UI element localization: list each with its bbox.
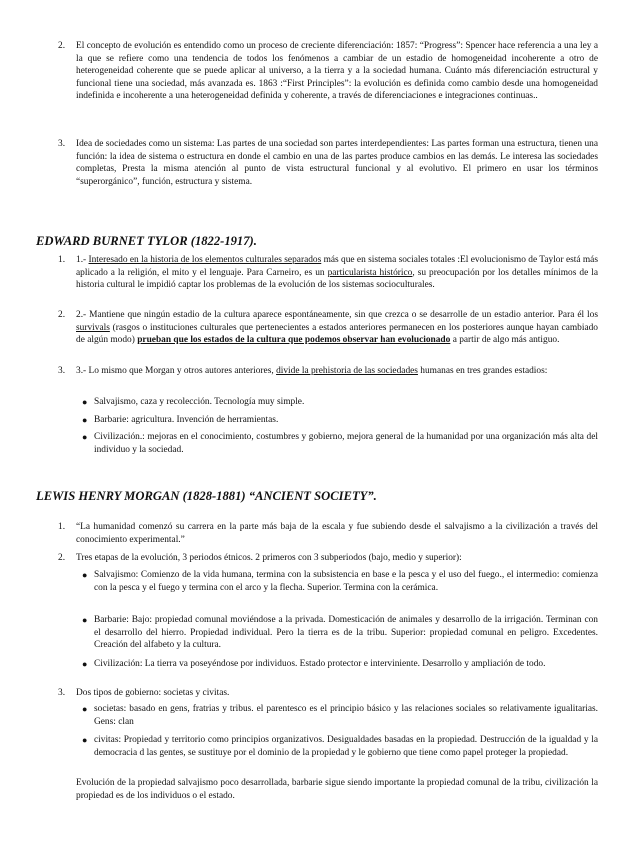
- text-run: 1.-: [76, 255, 89, 265]
- closing-paragraph: Evolución de la propiedad salvajismo poco desarrollada, barbarie sigue siendo importante la propiedad comunal de la tribu, civilización la propiedad es de los individuos o el estado.: [76, 778, 598, 801]
- underlined-text: survivals: [76, 322, 110, 333]
- bullet-text: societas: basado en gens, fratrias y tribus. el parentesco es el principio básico y las relaciones sociales so relativamente igualitarias. Gens: clan: [94, 704, 598, 727]
- list-number: 2.: [58, 41, 66, 51]
- text-run: 3.- Lo mismo que Morgan y otros autores anteriores,: [76, 366, 277, 376]
- list-item-spencer-evolution: [58, 40, 598, 103]
- underlined-text: Interesado en la historia de los elementos culturales separados: [88, 255, 322, 265]
- list-number: 2.: [58, 553, 66, 563]
- list-item-morgan-2: [58, 552, 598, 565]
- bullet-icon: ●: [82, 397, 88, 407]
- bullet-item-barbarie: [82, 414, 598, 427]
- bullet-icon: ●: [82, 432, 88, 442]
- list-item-text: “La humanidad comenzó su carrera en la parte más baja de la escala y fue subiendo desde el salvajismo a la civilización a través del conocimiento experimental.”: [76, 522, 598, 545]
- list-item-spencer-system: [58, 138, 598, 188]
- text-run: humanas en tres grandes estadios:: [417, 366, 548, 376]
- list-item-morgan-1: [58, 521, 598, 546]
- underlined-text: particularista histórico: [327, 267, 413, 278]
- bullet-item-morgan-salvajismo: [82, 569, 598, 594]
- bold-underlined-text: prueban que los estados de la cultura que podemos observar han evolucionado: [137, 335, 451, 346]
- list-item-text: Tres etapas de la evolución, 3 periodos étnicos. 2 primeros con 3 subperiodos (bajo, medio y superior):: [76, 553, 462, 563]
- bullet-text: Civilización: La tierra va poseyéndose por individuos. Estado protector e interviniente. Desarrollo y ampliación de todo.: [94, 659, 546, 669]
- bullet-item-civitas: [82, 734, 598, 759]
- bullet-text: Barbarie: agricultura. Invención de herramientas.: [94, 415, 279, 425]
- text-run: , su preocupación por los detalles mínimos de la historia cultural le impidió captar los problemas de la evolución de los sistemas socioculturales.: [76, 267, 598, 291]
- list-item-text: El concepto de evolución es entendido como un proceso de creciente diferenciación: 1857: “Progress”: Spencer hace referencia a una ley a la que se refiere como una tendencia de todos los fenómenos a cambiar de un estadio de homogeneidad incoherente a otro de heterogeneidad coherente que se puede aplicar al universo, a la tierra y a la sociedad humana. Cuánto más diferenciación estructural y funcional tiene una sociedad, más avanzada es. 1863 :“First Principles”: la evolución es definida como cambio desde una homogeneidad indefinida e incoherente a una heterogeneidad definida y coherente, a través de diferenciaciones e integraciones continuas..: [76, 41, 598, 102]
- bullet-item-morgan-civilizacion: [82, 658, 598, 671]
- list-number: 3.: [58, 139, 66, 149]
- text-run: 2.- Mantiene que ningún estadio de la cultura aparece espontáneamente, sin que crezca o se desarrolle de un estadio anterior. Para él los: [76, 310, 598, 320]
- bullet-icon: ●: [82, 415, 88, 425]
- bullet-item-civilizacion: [82, 431, 598, 456]
- list-number: 3.: [58, 366, 66, 376]
- bullet-text: Civilización.: mejoras en el conocimiento, costumbres y gobierno, mejora general de la humanidad por una organización más alta del individuo y la sociedad.: [94, 432, 598, 455]
- list-number: 1.: [58, 522, 66, 532]
- bullet-text: civitas: Propiedad y territorio como principios organizativos. Desigualdades basadas en la propiedad. Destrucción de la igualdad y la democracia d las gentes, se sustituye por el dominio de la propiedad y le gobierno que tiene como papel proteger la propiedad.: [94, 735, 598, 758]
- section-heading-tylor: EDWARD BURNET TYLOR (1822-1917).: [36, 234, 257, 248]
- bullet-item-societas: [82, 703, 598, 728]
- bullet-item-salvajismo: [82, 396, 598, 409]
- list-number: 3.: [58, 688, 66, 698]
- bullet-icon: ●: [82, 570, 88, 580]
- section-heading-morgan: LEWIS HENRY MORGAN (1828-1881) “ANCIENT SOCIETY”.: [36, 489, 377, 503]
- text-run: más que en sistema sociales totales :El evolucionismo de Taylor está más aplicado a la religión, el mito y el lenguaje. Para Carneiro, es un: [76, 255, 598, 278]
- list-number: 2.: [58, 310, 66, 320]
- bullet-text: Salvajismo, caza y recolección. Tecnología muy simple.: [94, 397, 305, 407]
- bullet-icon: ●: [82, 704, 88, 714]
- bullet-icon: ●: [82, 735, 88, 745]
- bullet-text: Barbarie: Bajo: propiedad comunal moviéndose a la privada. Domesticación de animales y desarrollo de la irrigación. Terminan con el desarrollo del hierro. Propiedad individual. Pero la tierra es de la tribu. Superior: propiedad comunal en peligro. Excedentes. Creación del alfabeto y la cultura.: [94, 615, 598, 651]
- bullet-icon: ●: [82, 659, 88, 669]
- list-number: 1.: [58, 255, 66, 265]
- text-run: a partir de algo más antiguo.: [450, 335, 560, 346]
- bullet-icon: ●: [82, 615, 88, 625]
- list-item-text: [58, 309, 598, 347]
- list-item-tylor-3: [58, 365, 598, 378]
- list-item-text: Idea de sociedades como un sistema: Las partes de una sociedad son partes interdependientes: Las partes forman una estructura, tienen una función: la idea de sistema o estructura en donde el cambio en una de las partes produce cambios en las demás. Le interesa las sociedades completas, Presta la misma atención al punto de vista estructural funcional y al evolutivo. El primero en usar los términos “superorgánico”, función, estructura y sistema.: [76, 139, 598, 187]
- bullet-text: Salvajismo: Comienzo de la vida humana, termina con la subsistencia en base e la pesca y el uso del fuego., el intermedio: comienza con la pesca y el fuego y termina con el arco y la flecha. Superior. Termina con la cerámica.: [94, 570, 598, 593]
- list-item-text: [58, 254, 598, 292]
- list-item-text: [58, 365, 598, 378]
- list-item-morgan-3: [58, 687, 598, 700]
- list-item-tylor-1: [58, 254, 598, 292]
- bullet-item-morgan-barbarie: [82, 614, 598, 652]
- list-item-text: Dos tipos de gobierno: societas y civitas.: [76, 688, 230, 698]
- text-run: (rasgos o instituciones culturales que pertenecientes a estados anteriores permanecen en los posteriores aunque hayan cambiado de algún modo): [76, 322, 598, 346]
- underlined-text: divide la prehistoria de las sociedades: [276, 366, 418, 376]
- list-item-tylor-2: [58, 309, 598, 347]
